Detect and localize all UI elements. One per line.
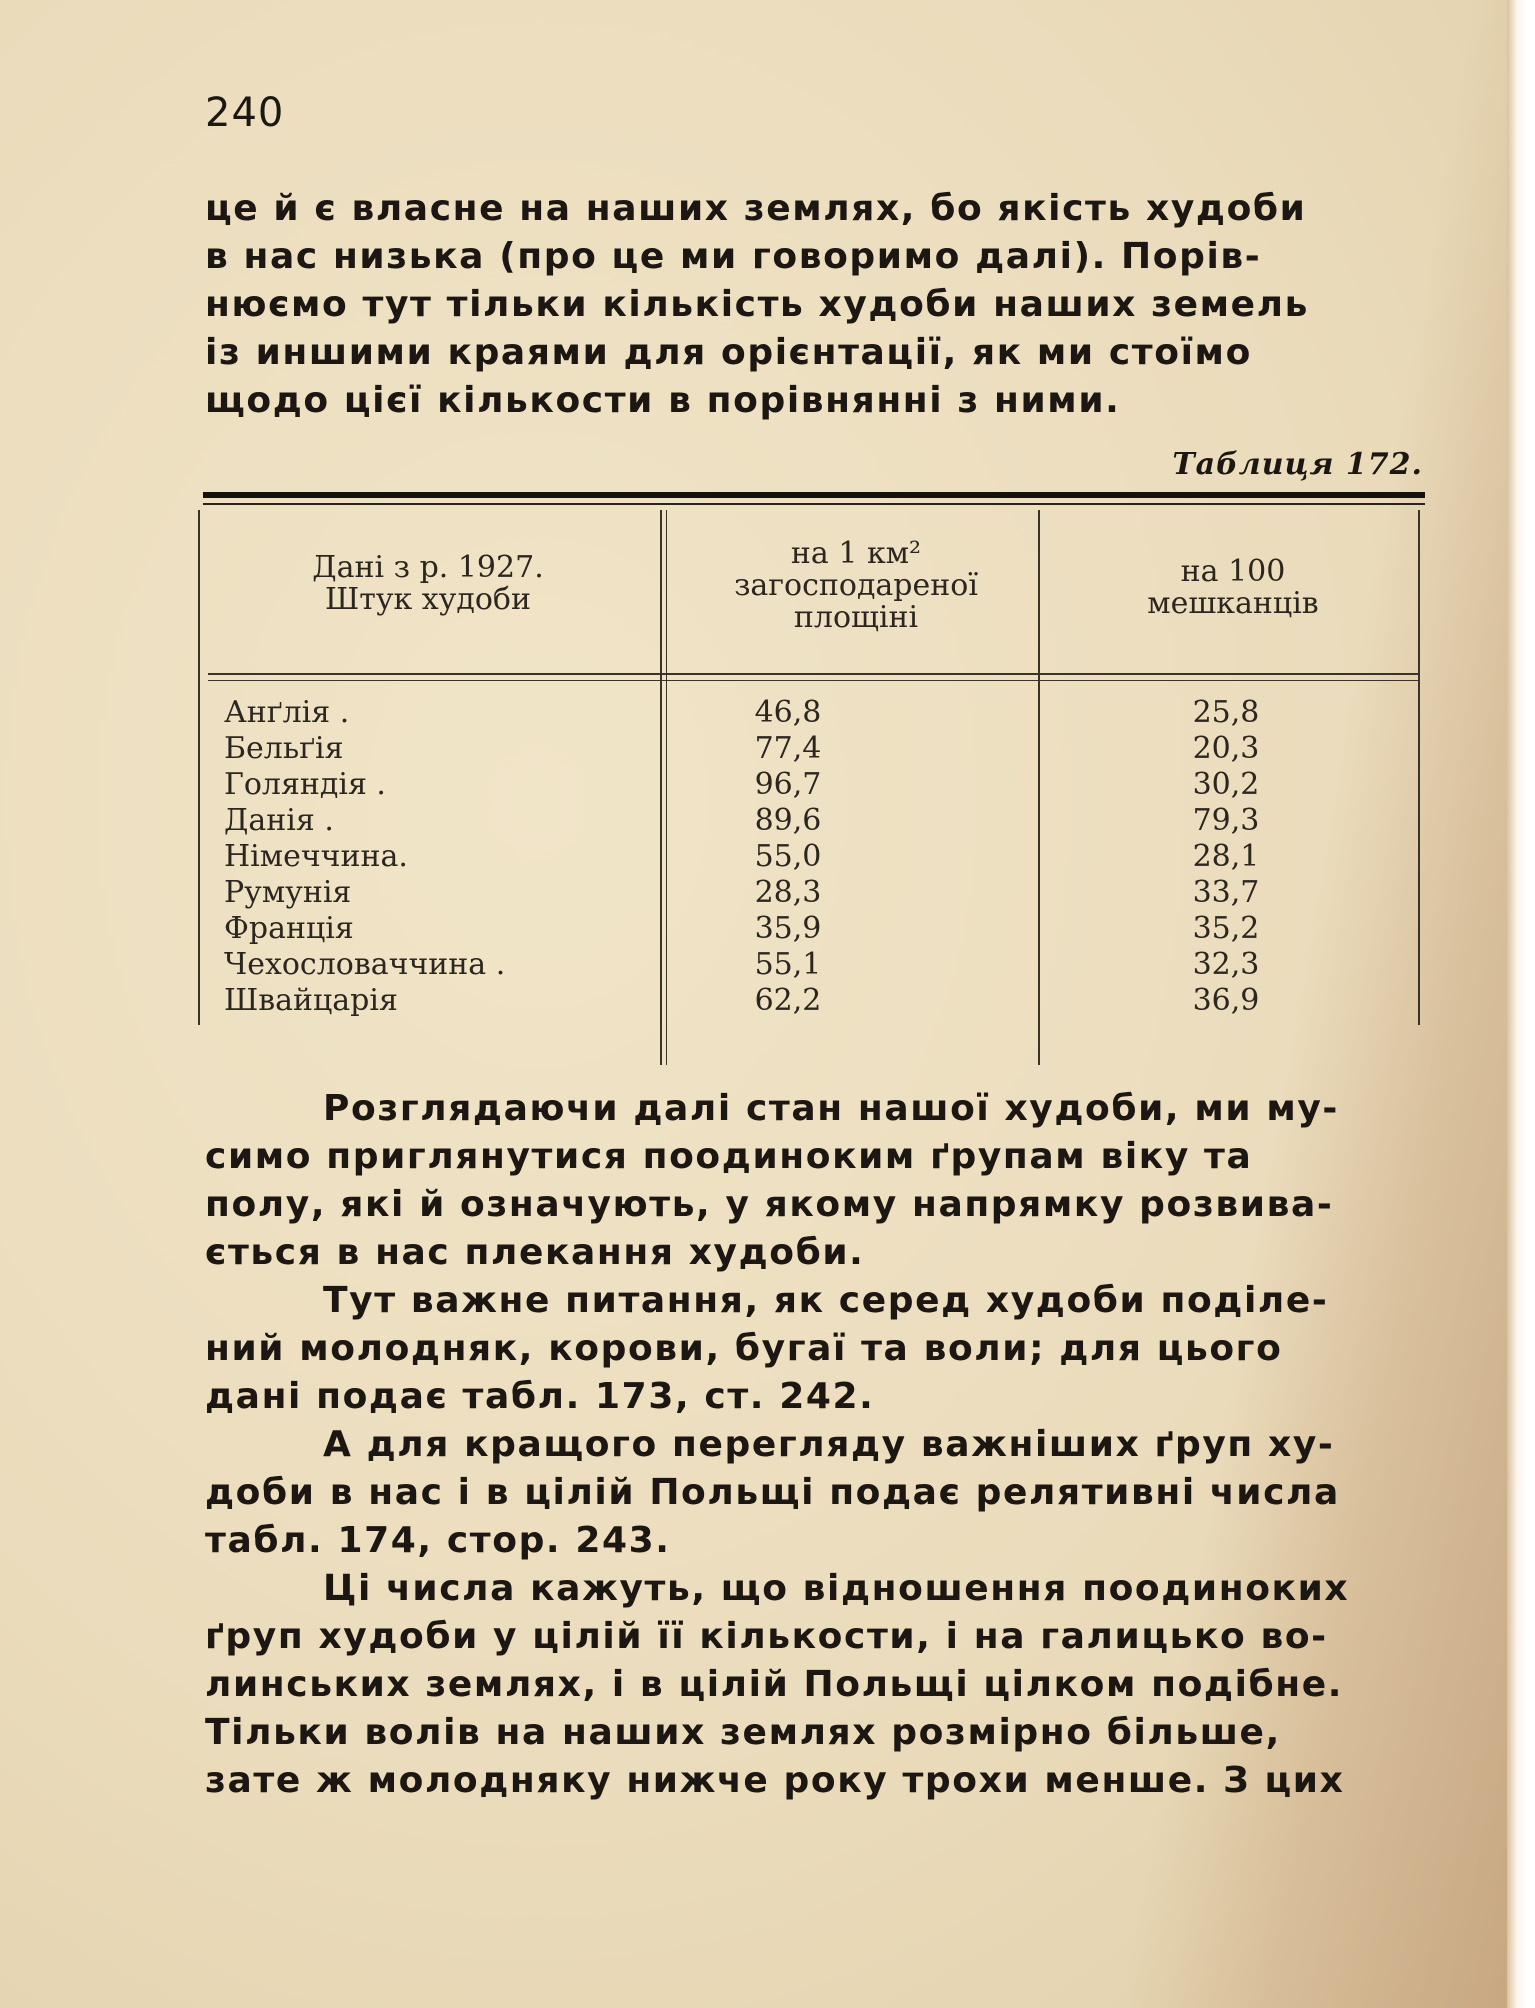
table-row — [198, 803, 1420, 839]
country-name: Німеччина. — [224, 839, 408, 874]
body-line: А для кращого перегляду важніших ґруп ху- — [323, 1424, 1335, 1465]
table-row — [198, 839, 1420, 875]
header-per-km2: на 1 км² загосподареної площіні — [734, 536, 978, 635]
statistics-table — [198, 510, 1420, 1025]
value-per-km2: 55,1 — [754, 947, 822, 982]
country-name: Франція — [224, 911, 354, 946]
value-per-100: 25,8 — [1192, 695, 1260, 730]
body-line: Ці числа кажуть, що відношення поодиноких — [323, 1568, 1350, 1609]
body-line: Тільки волів на наших землях розмірно більше, — [205, 1712, 1281, 1753]
body-line: симо приглянутися поодиноким ґрупам віку та — [205, 1136, 1253, 1177]
header-rule — [208, 673, 1420, 675]
country-name: Голяндія . — [224, 767, 386, 802]
value-per-km2: 55,0 — [754, 839, 822, 874]
intro-line: із иншими краями для орієнтації, як ми стоїмо — [205, 332, 1252, 373]
value-per-100: 79,3 — [1192, 803, 1260, 838]
country-name: Данія . — [224, 803, 334, 838]
table-caption: Таблиця 172. — [1172, 447, 1423, 482]
value-per-km2: 62,2 — [754, 983, 822, 1018]
body-line: ний молодняк, корови, бугаї та воли; для цього — [205, 1328, 1283, 1369]
header-data-year: Дані з р. 1927. Штук худоби — [312, 550, 544, 617]
intro-line: нюємо тут тільки кількість худоби наших земель — [205, 284, 1310, 325]
body-line: линських землях, і в цілій Польщі цілком подібне. — [205, 1664, 1344, 1705]
table-top-rule — [203, 492, 1425, 498]
table-row — [198, 731, 1420, 767]
value-per-100: 35,2 — [1192, 911, 1260, 946]
table-row — [198, 875, 1420, 911]
body-line: Розглядаючи далі стан нашої худоби, ми му- — [323, 1088, 1339, 1129]
value-per-100: 30,2 — [1192, 767, 1260, 802]
intro-line: в нас низька (про це ми говоримо далі). Порів- — [205, 236, 1262, 277]
value-per-km2: 28,3 — [754, 875, 822, 910]
intro-line: щодо цієї кількости в порівнянні з ними. — [205, 380, 1121, 421]
value-per-100: 20,3 — [1192, 731, 1260, 766]
body-line: полу, які й означують, у якому напрямку розвива- — [205, 1184, 1334, 1225]
body-line: дані подає табл. 173, ст. 242. — [205, 1376, 875, 1417]
value-per-km2: 46,8 — [754, 695, 822, 730]
value-per-100: 32,3 — [1192, 947, 1260, 982]
body-line: Тут важне питання, як серед худоби поділе- — [323, 1280, 1329, 1321]
value-per-km2: 35,9 — [754, 911, 822, 946]
header-rule — [208, 680, 1420, 681]
country-name: Швайцарія — [224, 983, 398, 1018]
body-line: табл. 174, стор. 243. — [205, 1520, 671, 1561]
value-per-km2: 89,6 — [754, 803, 822, 838]
body-paragraphs — [205, 1085, 1425, 1805]
body-line: доби в нас і в цілій Польщі подає релятивні числа — [205, 1472, 1340, 1513]
value-per-km2: 96,7 — [754, 767, 822, 802]
country-name: Анґлія . — [224, 695, 350, 730]
value-per-km2: 77,4 — [754, 731, 822, 766]
value-per-100: 33,7 — [1192, 875, 1260, 910]
table-row — [198, 983, 1420, 1019]
country-name: Бельґія — [224, 731, 344, 766]
table-top-rule-thin — [203, 503, 1425, 505]
table-row — [198, 767, 1420, 803]
body-line: ґруп худоби у цілій її кількости, і на галицько во- — [205, 1616, 1328, 1657]
table-row — [198, 947, 1420, 983]
intro-line: це й є власне на наших землях, бо якість худоби — [205, 188, 1307, 229]
table-row — [198, 911, 1420, 947]
page-edge — [1507, 0, 1535, 2008]
page-number: 240 — [205, 90, 285, 136]
table-row — [198, 695, 1420, 731]
country-name: Чехословаччина . — [224, 947, 506, 982]
value-per-100: 28,1 — [1192, 839, 1260, 874]
country-name: Румунія — [224, 875, 352, 910]
intro-paragraph — [205, 185, 1425, 425]
body-line: ється в нас плекання худоби. — [205, 1232, 865, 1273]
header-per-100: на 100 мешканців — [1147, 554, 1319, 621]
value-per-100: 36,9 — [1192, 983, 1260, 1018]
body-line: зате ж молодняку нижче року трохи менше. З цих — [205, 1760, 1345, 1801]
